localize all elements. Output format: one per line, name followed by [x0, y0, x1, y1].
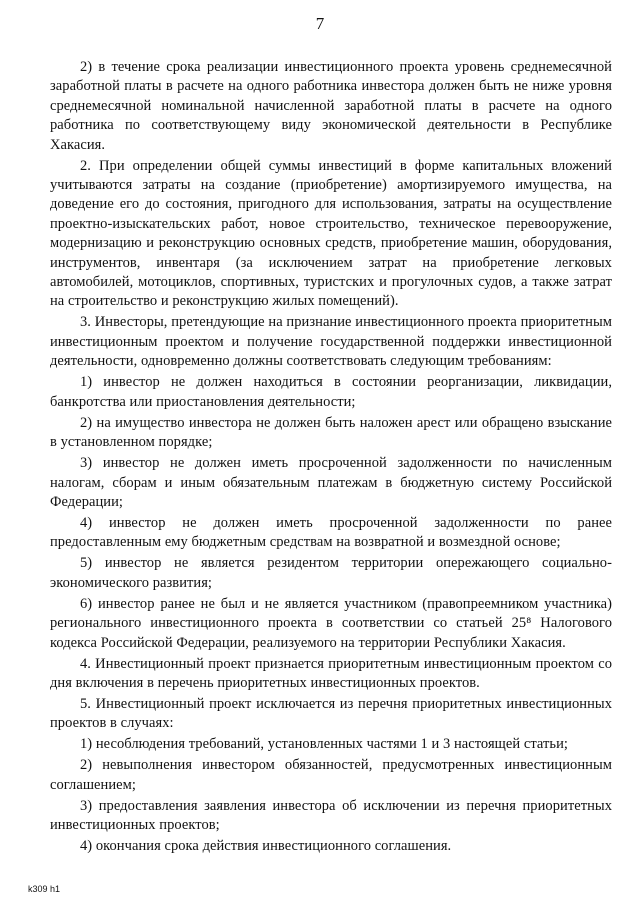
footer-code: k309 h1 — [28, 884, 61, 894]
paragraph: 6) инвестор ранее не был и не является участником (правопреемником участника) регионального инвестиционного проекта в соответствии со статьей 25⁸ Налогового кодекса Российской Федерации, реализуемого на территории Республики Хакасия. — [50, 595, 612, 651]
paragraph: 5. Инвестиционный проект исключается из перечня приоритетных инвестиционных проектов в случаях: — [50, 695, 612, 732]
paragraph: 4) инвестор не должен иметь просроченной задолженности по ранее предоставленным ему бюджетным средствам на возвратной и возмездной основе; — [50, 514, 612, 551]
paragraph: 2) в течение срока реализации инвестиционного проекта уровень среднемесячной заработной платы в расчете на одного работника инвестора должен быть не ниже уровня среднемесячной номинальной начисленной заработной платы в расчете на одного работника по соответствующему виду экономической деятельности в Республике Хакасия. — [50, 59, 612, 153]
paragraph: 1) инвестор не должен находиться в состоянии реорганизации, ликвидации, банкротства или приостановления деятельности; — [50, 374, 612, 410]
paragraph: 3. Инвесторы, претендующие на признание инвестиционного проекта приоритетным инвестиционным проектом и получение государственной поддержки инвестиционной деятельности, одновременно должны соответствовать следующим требованиям: — [50, 314, 612, 370]
paragraph: 2) невыполнения инвестором обязанностей, предусмотренных инвестиционным соглашением; — [50, 757, 612, 793]
paragraph: 1) несоблюдения требований, установленных частями 1 и 3 настоящей статьи; — [80, 736, 568, 753]
paragraph: 3) предоставления заявления инвестора об исключении из перечня приоритетных инвестиционных проектов; — [50, 797, 612, 834]
paragraph: 5) инвестор не является резидентом территории опережающего социально-экономического развития; — [50, 555, 612, 591]
paragraph: 3) инвестор не должен иметь просроченной задолженности по начисленным налогам, сборам и иным обязательным платежам в бюджетную систему Российской Федерации; — [50, 455, 612, 510]
document-body — [50, 58, 612, 857]
page-number: 7 — [315, 14, 325, 33]
paragraph: 4. Инвестиционный проект признается приоритетным инвестиционным проектом со дня включения в перечень приоритетных инвестиционных проектов. — [50, 655, 612, 691]
paragraph: 4) окончания срока действия инвестиционного соглашения. — [80, 838, 452, 855]
paragraph: 2) на имущество инвестора не должен быть наложен арест или обращено взыскание в установленном порядке; — [50, 414, 612, 451]
paragraph: 2. При определении общей суммы инвестиций в форме капитальных вложений учитываются затраты на создание (приобретение) амортизируемого имущества, на доведение его до состояния, пригодного для использования, затраты на осуществление проектно-изыскательских работ, новое строительство, техническое перевооружение, модернизацию и реконструкцию основных средств, приобретение машин, оборудования, инструментов, инвентаря (за исключением затрат на приобретение легковых автомобилей, мотоциклов, спортивных, туристских и прогулочных судов, а также затрат на строительство и реконструкцию жилых помещений). — [50, 157, 612, 310]
